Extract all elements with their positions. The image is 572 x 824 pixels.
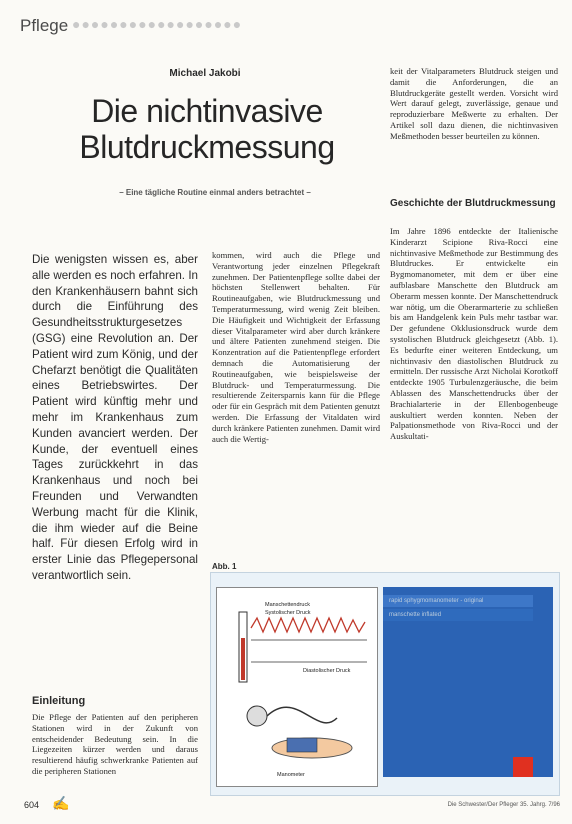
label-systolisch: Systolischer Druck (265, 610, 311, 616)
legend-bar-1: rapid sphygmomanometer - original (383, 595, 533, 607)
article-subtitle: – Eine tägliche Routine einmal anders betrachtet – (119, 188, 311, 197)
legend-bar-2: manschette inflated (383, 609, 533, 621)
body-column-1: Die wenigsten wissen es, aber alle werden es noch erfahren. In den Krankenhäusern bahnt sich durch die Einführung des Gesundheitsstrukturgesetzes (GSG) eine Revolution an. Der Patient wird zum König, und der Chefarzt benötigt die Qualitäten eines Betriebswirtes. Der Patient wird künftig mehr und mehr im Krankenhaus zum Kunden avanciert werden. Der Kunde, der eventuell eines Tages zurückkehrt in das Krankenhaus und noch bei Freunden und Verwandten Werbung macht für die Klinik, die ihm wieder auf die Beine half. Für diesen Erfolg wird in erster Linie das Pflegepersonal verantwortlich sein. (32, 253, 198, 582)
journal-footer: Die Schwester/Der Pfleger 35. Jahrg. 7/96 (447, 802, 560, 808)
label-manschettendruck: Manschettendruck (265, 602, 310, 608)
label-diastolisch: Diastolischer Druck (303, 668, 351, 674)
section-label: Pflege (20, 16, 69, 35)
figure-1 (210, 572, 560, 796)
body-column-2: kommen, wird auch die Pflege und Verantwortung jeder einzelnen Pflegekraft zunehmen. Der Patientenpflege sollte dabei der höchsten Stellenwert behalten. Für Routineaufgaben, wie Blutdruckmessung und Temperaturmessung, wird wenig Zeit bleiben. Die Häufigkeit und Wichtigkeit der Erfassung dieser Vitalparameter wird aber durch kränkere und ältere Patienten zunehmend steigen. Die Konzentration auf die Patientenpflege erfordert demnach die Automatisierung der Routineaufgaben, wie beispielsweise der Blutdruck- und Temperaturmessung. Die resultierende Zeitersparnis kann für die Pflege oder für ein Gespräch mit dem Patienten genutzt werden. Die Erfassung der Vitaldaten wird durch kränkere Patienten zunehmen. Damit wird auch die Wertig- (212, 250, 380, 444)
diagram-panel (216, 587, 378, 787)
intro-text: Die Pflege der Patienten auf den peripheren Stationen wird in der Zukunft von entscheidender Bedeutung sein. In die Liegezeiten kürzer werden und daraus resultierend häufig schwerkranke Patienten auf die peripheren Stationen (32, 712, 198, 776)
section-dots: ●●●●●●●●●●●●●●●●●● (72, 18, 243, 33)
blood-pressure-diagram (217, 588, 377, 786)
author: Michael Jakobi (169, 68, 241, 79)
label-manometer: Manometer (277, 772, 305, 778)
title-line-2: Blutdruckmessung (79, 129, 335, 165)
body-column-3: Im Jahre 1896 entdeckte der Italienische Kinderarzt Scipione Riva-Rocci eine nichtinvasive Meßmethode zur Bestimmung des Blutdruckes. Er entwickelte ein Bygmomanometer, mit dem er über eine aufblasbare Manschette den Blutdruck am Oberarm messen konnte. Der Manschettendruck war nötig, um die Oberarmarterie zu schließen bis am Handgelenk kein Puls mehr tastbar war. Der gefundene Okklusionsdruck wurde dem systolischen Blutdruck gleichgesetzt (Abb. 1). Es bedurfte einer weiteren Entdeckung, um nichtinvasiv den diastolischen Blutdruck zu ermitteln. Der russische Arzt Nicholai Korotkoff entdeckte 1905 Turbulenzgeräusche, die beim Ablassen des Manschettendrucks über der Brachialarterie in der Ellenbogenbeuge auskultiert werden konnten. Neben der Palpationsmethode von Riva-Rocci und der Auskultati- (390, 226, 558, 442)
section-heading-geschichte: Geschichte der Blutdruckmessung (390, 198, 556, 209)
section-heading-einleitung: Einleitung (32, 695, 86, 707)
signature-icon: ✍ (52, 797, 70, 812)
title-line-1: Die nichtinvasive (91, 93, 323, 129)
body-column-3-top: keit der Vitalparameters Blutdruck steigen und damit die Anforderungen, die an Blutdruckgeräte gestellt werden. Vorsicht wird Wert darauf gelegt, zuverlässige, genaue und reproduzierbare Meßwerte zu erhalten. Der Artikel soll dazu dienen, die nichtinvasiven Meßmethoden besser beurteilen zu können. (390, 66, 558, 141)
red-marker (513, 757, 533, 777)
article-title (62, 93, 352, 165)
figure-label: Abb. 1 (212, 562, 237, 571)
page-number: 604 (24, 800, 40, 810)
photo-panel (383, 587, 553, 777)
